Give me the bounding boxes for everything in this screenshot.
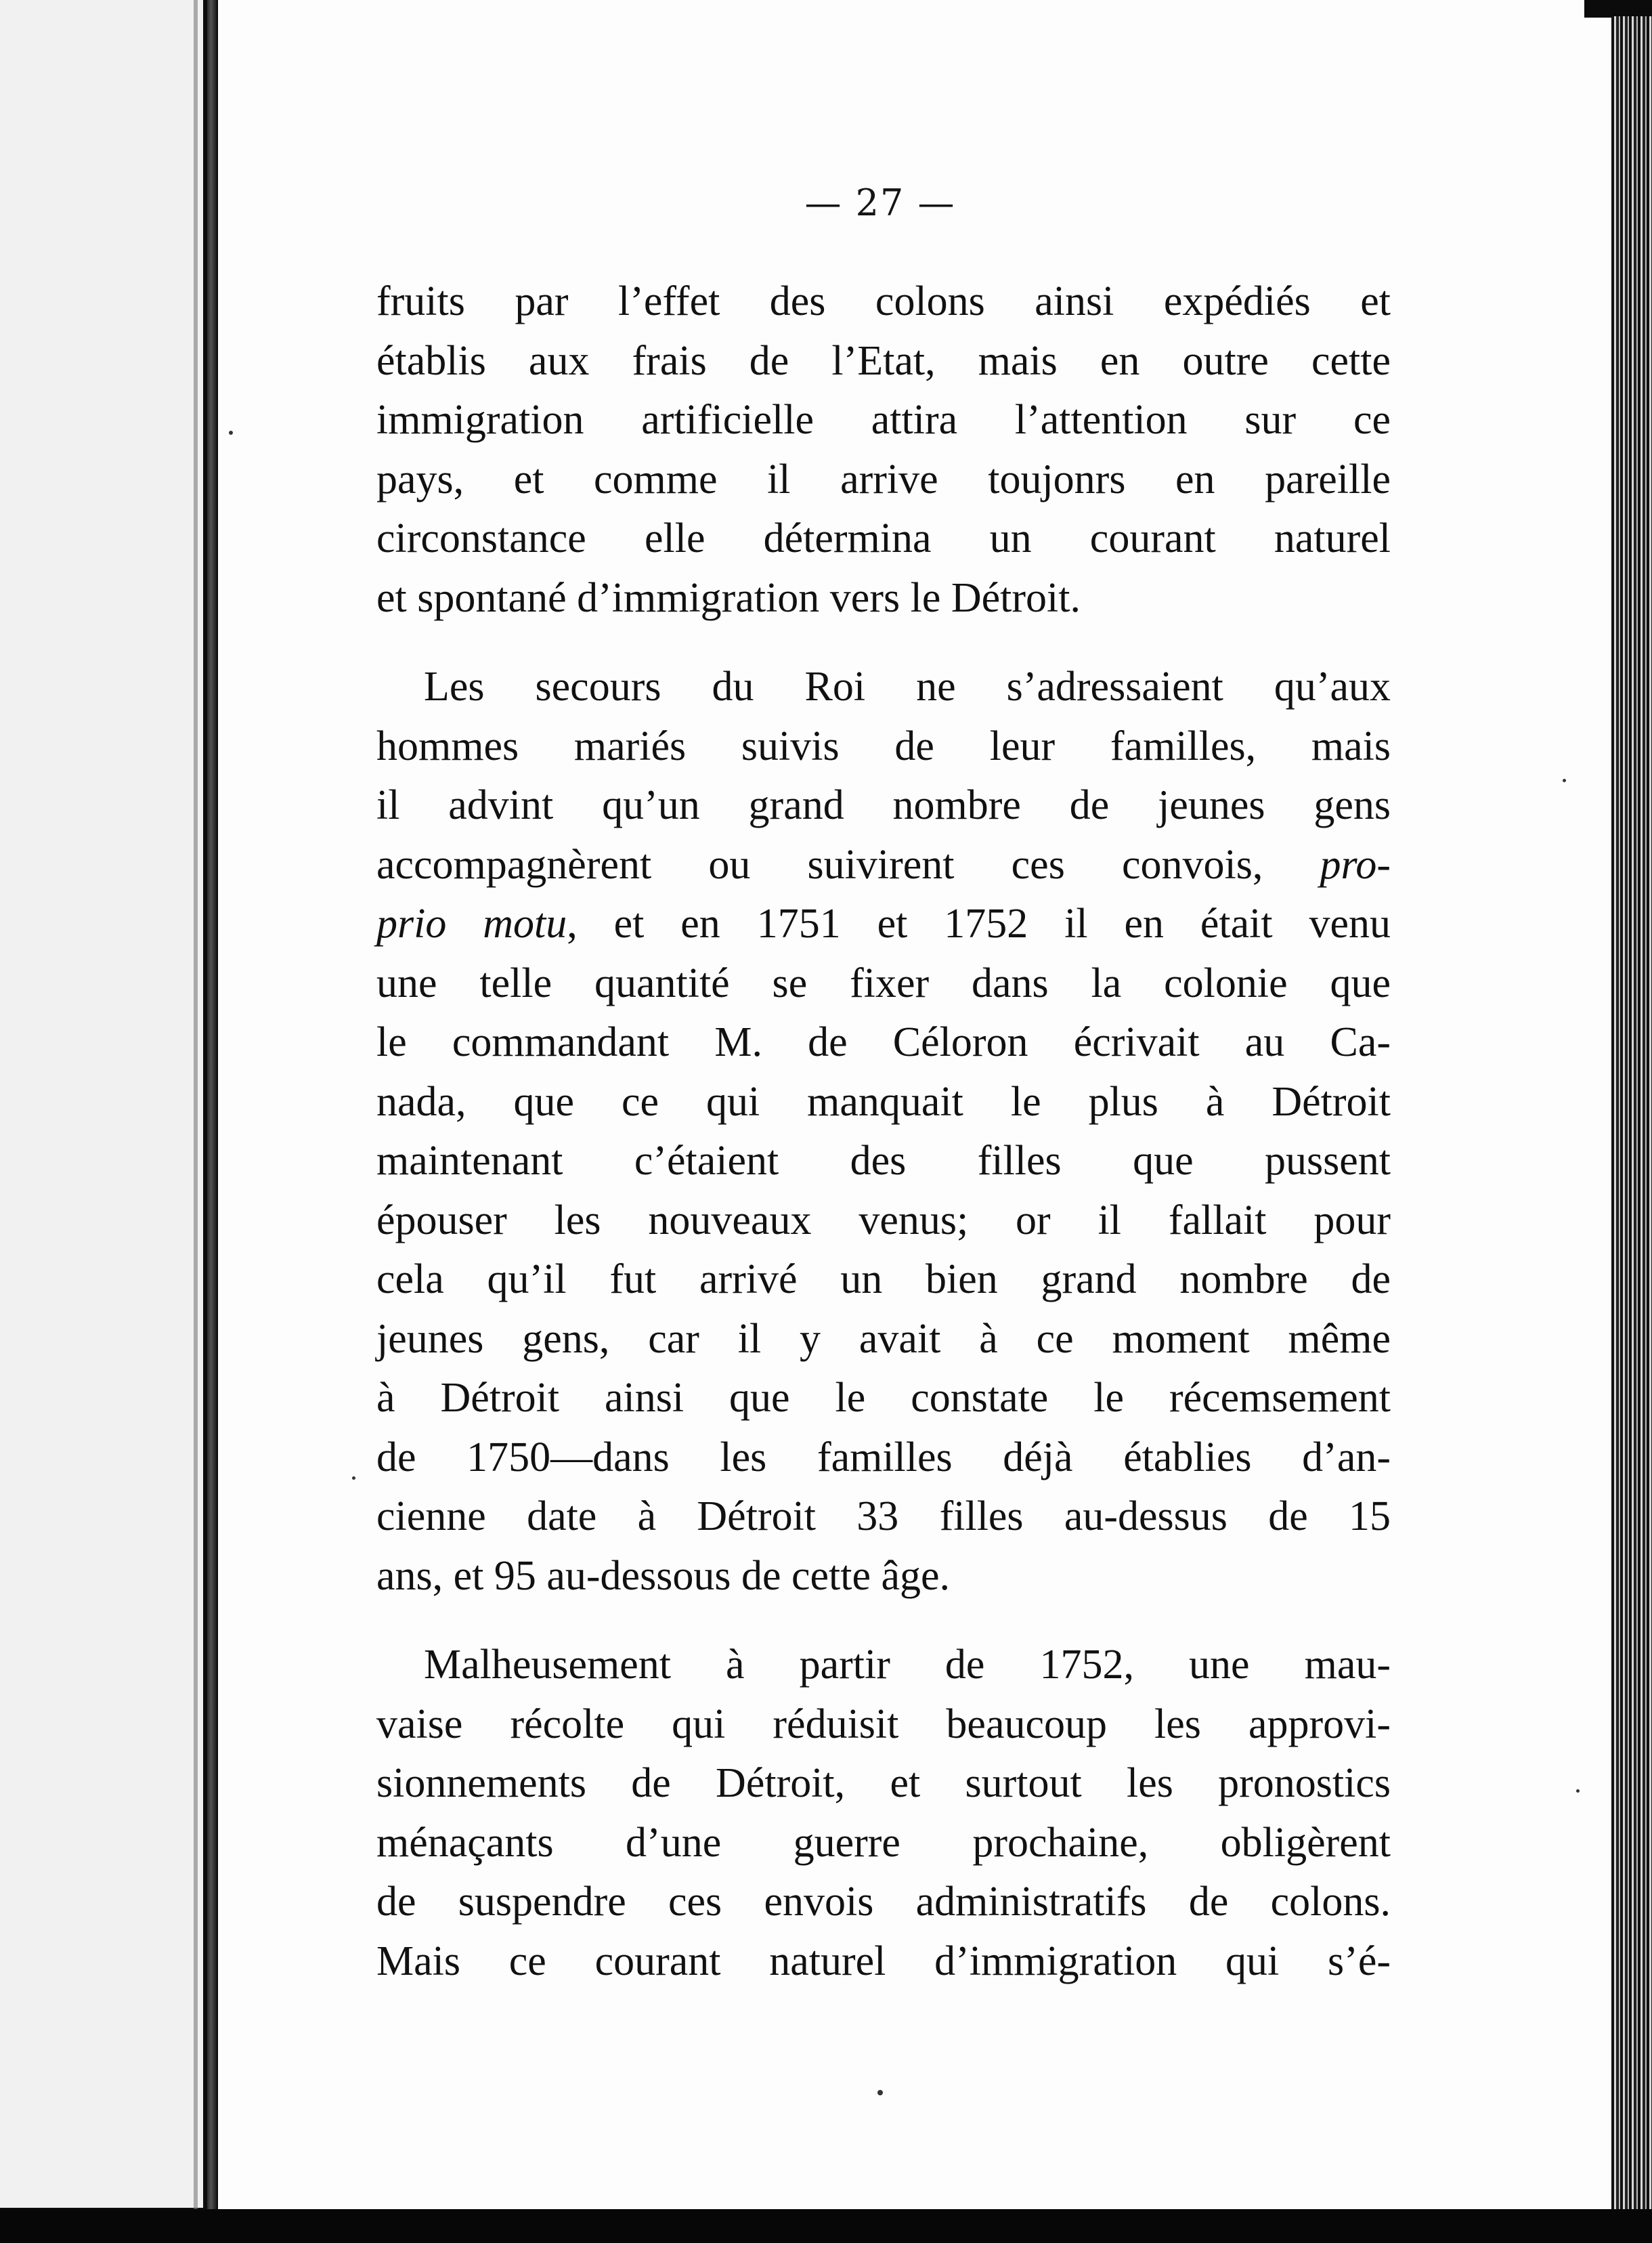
text-line: Mais ce courant naturel d’immigration qui s’é- — [376, 1938, 1391, 1984]
text-segment: , et en 1751 et 1752 il en était venu — [567, 901, 1391, 947]
text-segment: accompagnèrent ou suivirent ces convois, — [376, 841, 1263, 888]
text-line: cela qu’il fut arrivé un bien grand nombre de — [376, 1256, 1391, 1302]
text-line: Malheusement à partir de 1752, une mau- — [424, 1642, 1391, 1688]
text-line: maintenant c’étaient des filles que pussent — [376, 1138, 1391, 1184]
text-line-with-italic — [376, 895, 1391, 954]
paragraph-gap — [376, 1606, 1391, 1636]
text-line: épouser les nouveaux venus; or il fallait pour — [376, 1197, 1391, 1243]
text-line: immigration artificielle attira l’attention sur ce — [376, 397, 1391, 443]
bottom-shadow — [0, 2209, 1652, 2243]
text-line: circonstance elle détermina un courant naturel — [376, 515, 1391, 561]
text-line: Les secours du Roi ne s’adressaient qu’aux — [424, 664, 1391, 710]
dust-speck — [1576, 1789, 1580, 1793]
text-line: nada, que ce qui manquait le plus à Détroit — [376, 1078, 1391, 1125]
dust-speck — [1563, 779, 1566, 782]
dust-speck — [877, 2090, 883, 2095]
text-line: ménaçants d’une guerre prochaine, obligèrent — [376, 1819, 1391, 1866]
paragraph-gap — [376, 628, 1391, 658]
right-corner-shadow — [1584, 0, 1652, 18]
text-line: pays, et comme il arrive toujonrs en pareille — [376, 456, 1391, 503]
text-line: jeunes gens, car il y avait à ce moment même — [376, 1315, 1391, 1362]
text-line: sionnements de Détroit, et surtout les pronostics — [376, 1760, 1391, 1806]
text-line: cienne date à Détroit 33 filles au-dessus de 15 — [376, 1493, 1391, 1539]
text-line: hommes mariés suivis de leur familles, mais — [376, 723, 1391, 769]
page-body — [376, 272, 1391, 1991]
page-edges-stack — [1611, 16, 1652, 2210]
italic-text: pro- — [1320, 841, 1391, 888]
text-line: de 1750—dans les familles déjà établies d’an- — [376, 1434, 1391, 1480]
left-facing-page-edge — [0, 0, 203, 2208]
text-line: ans, et 95 au-dessous de cette âge. — [376, 1552, 951, 1599]
text-line: fruits par l’effet des colons ainsi expédiés et — [376, 278, 1391, 324]
page-number: — 27 — — [804, 181, 956, 224]
text-line: il advint qu’un grand nombre de jeunes gens — [376, 782, 1391, 828]
paragraph-3 — [376, 1636, 1391, 1991]
text-line: vaise récolte qui réduisit beaucoup les approvi- — [376, 1701, 1391, 1747]
gutter-shadow — [194, 0, 198, 2209]
dust-speck — [352, 1476, 355, 1480]
paragraph-1 — [376, 272, 1391, 628]
book-gutter — [207, 0, 217, 2209]
text-line: établis aux frais de l’Etat, mais en outre cette — [376, 337, 1391, 384]
paragraph-2 — [376, 658, 1391, 1606]
text-line: et spontané d’immigration vers le Détroit. — [376, 574, 1081, 621]
dust-speck — [229, 431, 233, 435]
text-line: le commandant M. de Céloron écrivait au Ca- — [376, 1019, 1391, 1065]
text-line: à Détroit ainsi que le constate le récemsement — [376, 1375, 1391, 1421]
italic-text: prio motu — [376, 901, 567, 947]
text-line: de suspendre ces envois administratifs de colons. — [376, 1879, 1391, 1925]
text-line: une telle quantité se fixer dans la colonie que — [376, 960, 1391, 1006]
text-line-with-italic — [376, 836, 1391, 895]
